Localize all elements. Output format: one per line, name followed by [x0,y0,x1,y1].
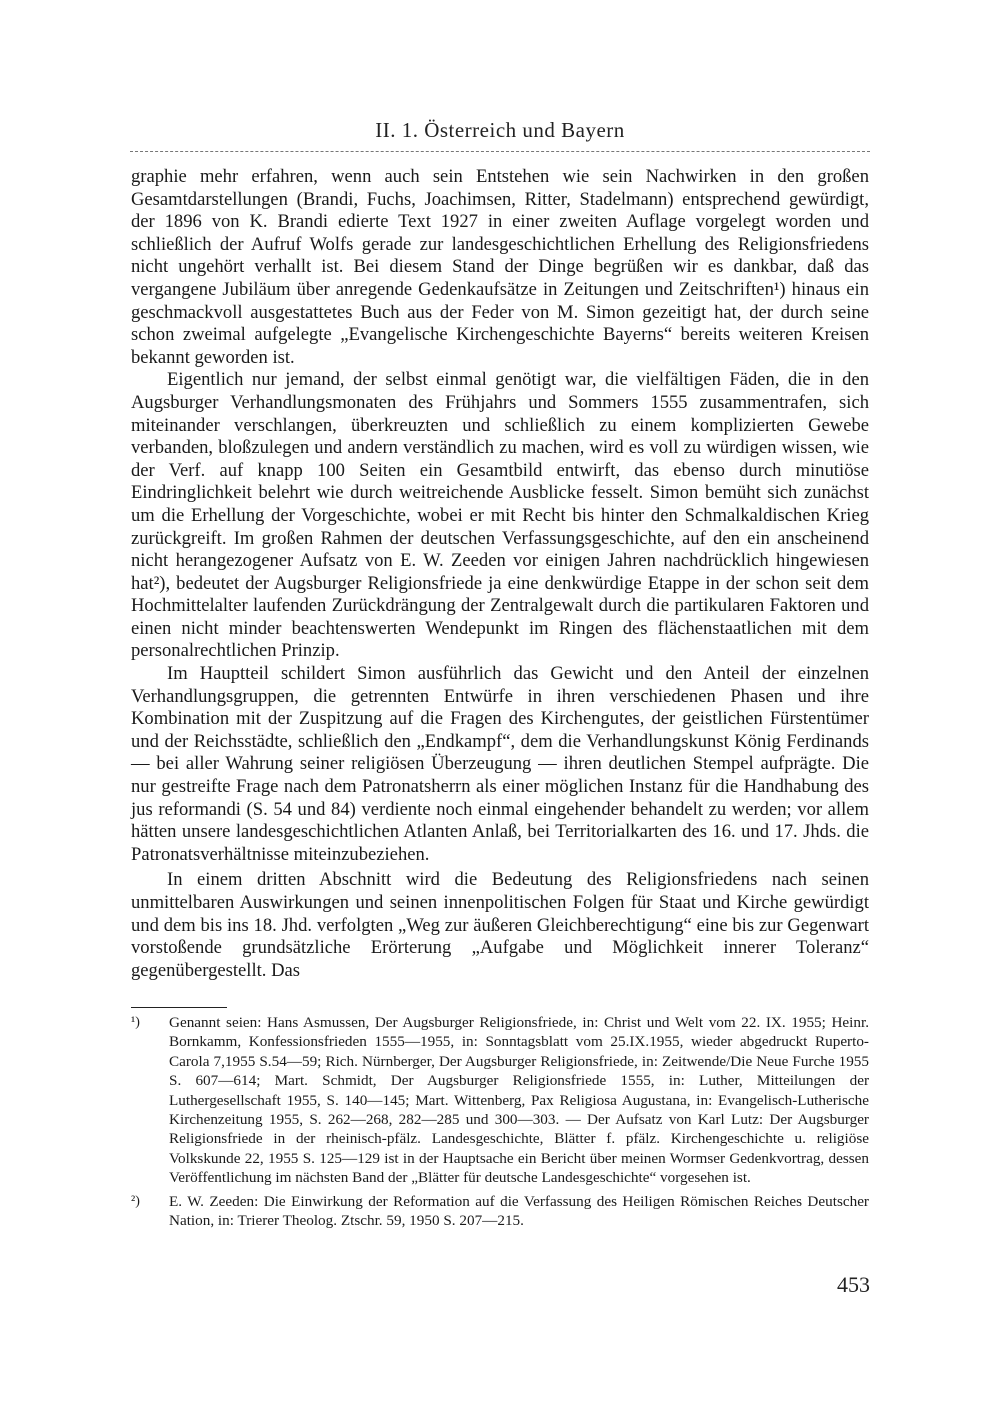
paragraph-1: graphie mehr erfahren, wenn auch sein Entstehen wie sein Nachwirken in den großen Gesamtdarstellungen (Brandi, Fuchs, Joachimsen, Ritter, Stadelmann) entsprechend gewürdigt, der 1896 von K. Brandi edierte Text 1927 in einer zweiten Auflage vorgelegt worden und schließlich der Aufruf Wolfs gerade zur landesgeschichtlichen Erhellung des Religionsfriedens nicht ungehört verhallt ist. Bei diesem Stand der Dinge begrüßen wir es dankbar, daß das vergangene Jubiläum über anregende Gedenkaufsätze in Zeitungen und Zeitschriften¹) hinaus ein geschmackvoll ausgestattetes Buch aus der Feder von M. Simon gezeitigt hat, der durch seine schon zweimal aufgelegte „Evangelische Kirchengeschichte Bayerns“ bereits weiteren Kreisen bekannt geworden ist. [131,166,869,368]
page-number: 453 [837,1272,870,1297]
footnote-rule [131,1007,227,1008]
running-head: II. 1. Österreich und Bayern [375,118,625,142]
footnote-1 [131,1013,869,1188]
footnote-mark: ²) [131,1193,140,1209]
paragraph-2: Eigentlich nur jemand, der selbst einmal genötigt war, die vielfältigen Fäden, die in den Augsburger Verhandlungsmonaten des Frühjahrs und Sommers 1555 zusammentrafen, sich miteinander verschlangen, überkreuzten und schließlich zu einem komplizierten Gewebe verbanden, bloßzulegen und andern verständlich zu machen, wird es voll zu würdigen wissen, wie der Verf. auf knapp 100 Seiten ein Gesamtbild entwirft, das ebenso durch minutiöse Eindringlichkeit belehrt wie durch weitreichende Ausblicke fesselt. Simon bemüht sich zunächst um die Erhellung der Vorgeschichte, wobei er mit Recht bis hinter den Schmalkaldischen Krieg zurückgreift. Im großen Rahmen der deutschen Verfassungsgeschichte, auf den ein anscheinend nicht herangezogener Aufsatz von E. W. Zeeden vor einigen Jahren nachdrücklich hingewiesen hat²), bedeutet der Augsburger Religionsfriede ja eine denkwürdige Etappe in der schon seit dem Hochmittelalter laufenden Zurückdrängung der Zentralgewalt durch die partikularen Faktoren und einen nicht minder beachtenswerten Wendepunkt im Ringen des flächenstaatlichen mit dem personalrechtlichen Prinzip. [131,369,869,662]
footnote-text: Genannt seien: Hans Asmussen, Der Augsburger Religionsfriede, in: Christ und Welt vom 22. IX. 1955; Heinr. Bornkamm, Konfessionsfrieden 1555—1955, in: Sonntagsblatt vom 25.IX.1955, wieder abgedruckt Ruperto-Carola 7,1955 S.54—59; Rich. Nürnberger, Der Augsburger Religionsfriede, in: Zeitwende/Die Neue Furche 1955 S. 607—614; Mart. Schmidt, Der Augsburger Religionsfriede 1555, in: Luther, Mitteilungen der Luthergesellschaft 1955, S. 140—145; Mart. Wittenberg, Pax Religiosa Augustana, in: Evangelisch-Lutherische Kirchenzeitung 1955, S. 262—268, 282—285 und 300—303. — Der Aufsatz von Karl Lutz: Der Augsburger Religionsfriede in der rheinisch-pfälz. Landesgeschichte, Blätter f. pfälz. Kirchengeschichte u. religiöse Volkskunde 22, 1955 S. 125—129 ist in der Hauptsache ein Bericht über meinen Wormser Gedenkvortrag, dessen Veröffentlichung im nächsten Band der „Blätter für deutsche Landesgeschichte“ vorgesehen ist. [169,1014,869,1187]
header-rule [130,151,870,152]
footnote-text: E. W. Zeeden: Die Einwirkung der Reformation auf die Verfassung des Heiligen Römischen Reiches Deutscher Nation, in: Trierer Theolog. Ztschr. 59, 1950 S. 207—215. [169,1192,869,1230]
footnote-2 [131,1192,869,1231]
footnote-mark: ¹) [131,1015,140,1030]
paragraph-3: Im Hauptteil schildert Simon ausführlich das Gewicht und den Anteil der einzelnen Verhandlungsgruppen, die getrennten Entwürfe in ihren verschiedenen Phasen und ihre Kombination mit der Zuspitzung auf die Fragen des Kirchengutes, der geistlichen Fürstentümer und der Reichsstädte, schließlich den „Endkampf“, dem die Verhandlungskunst König Ferdinands — bei aller Wahrung seiner religiösen Überzeugung — ihren deutlichen Stempel aufprägte. Die nur gestreifte Frage nach dem Patronatsherrn als einer möglichen Instanz für die Handhabung des jus reformandi (S. 54 und 84) verdiente noch einmal eingehender behandelt zu werden; vor allem hätten unsere landesgeschichtlichen Atlanten Anlaß, bei Territorialkarten des 16. und 17. Jhds. die Patronatsverhältnisse miteinzubeziehen. [131,663,869,865]
paragraph-4: In einem dritten Abschnitt wird die Bedeutung des Religionsfriedens nach seinen unmittelbaren Auswirkungen und seinen innenpolitischen Folgen für Staat und Kirche gewürdigt und dem bis ins 18. Jhd. verfolgten „Weg zur äußeren Gleichberechtigung“ eine bis zur Gegenwart vorstoßende grundsätzliche Erörterung „Aufgabe und Möglichkeit innerer Toleranz“ gegenübergestellt. Das [131,869,869,981]
main-text [131,166,869,982]
footnotes [131,1013,869,1234]
